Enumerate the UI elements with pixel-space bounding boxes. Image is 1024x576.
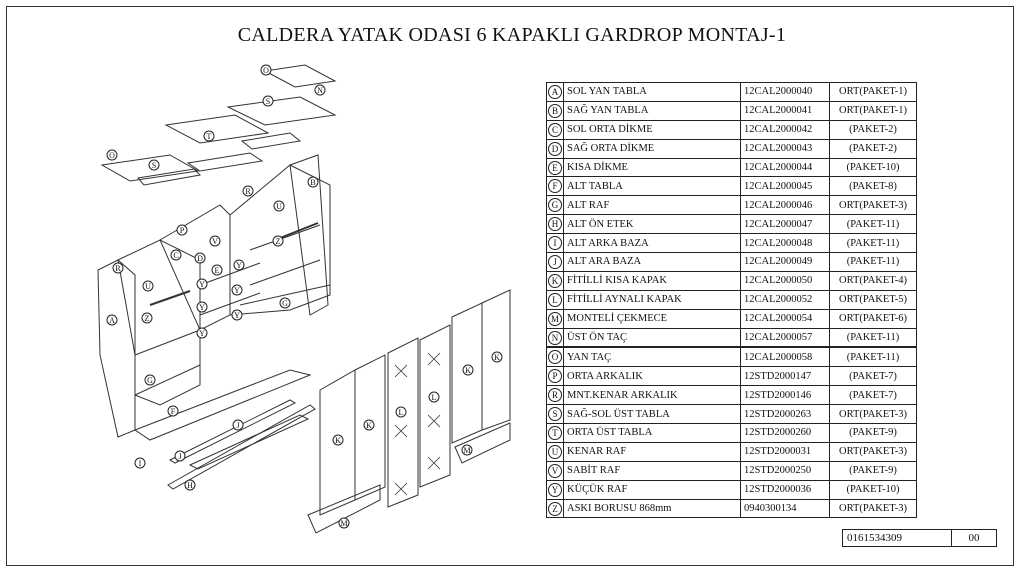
part-package: (PAKET-11) (846, 218, 900, 230)
part-code: 12CAL2000058 (744, 351, 813, 363)
label-L2 (429, 392, 439, 402)
label-Z2 (142, 313, 152, 323)
label-S2 (149, 160, 159, 170)
part-code: 12STD2000263 (744, 408, 812, 420)
part-name: SAĞ-SOL ÜST TABLA (567, 408, 670, 420)
part-key: F (548, 179, 562, 193)
part-package: (PAKET-7) (849, 389, 897, 401)
svg-text:T: T (206, 132, 212, 141)
label-T (204, 131, 214, 141)
part-package: (PAKET-11) (846, 351, 900, 363)
label-K1 (333, 435, 343, 445)
parts-row (547, 177, 917, 196)
part-code: 12CAL2000046 (744, 199, 813, 211)
parts-row (547, 461, 917, 480)
doors (308, 290, 510, 533)
part-key: O (548, 350, 562, 364)
part-name: ALT ARA BAZA (567, 256, 642, 268)
parts-row (547, 424, 917, 443)
part-name: ALT ÖN ETEK (567, 218, 634, 230)
part-code: 12CAL2000044 (744, 162, 813, 173)
part-key: I (548, 236, 562, 250)
label-A (107, 315, 117, 325)
part-package: (PAKET-9) (849, 465, 897, 477)
label-U2 (143, 281, 153, 291)
part-package: (PAKET-11) (846, 256, 900, 268)
label-I (135, 458, 145, 468)
label-Z1 (273, 236, 283, 246)
parts-row (547, 405, 917, 424)
document-number: 0161534309 (843, 530, 952, 547)
part-key: T (548, 426, 562, 440)
label-Y5 (232, 310, 242, 320)
svg-text:O: O (109, 151, 115, 160)
label-C (171, 250, 181, 260)
label-Y6 (197, 328, 207, 338)
part-package: ORT(PAKET-4) (838, 275, 907, 287)
part-package: (PAKET-11) (846, 237, 900, 249)
label-J1 (233, 420, 243, 430)
part-name: ORTA ARKALIK (567, 370, 643, 382)
label-D (195, 253, 205, 263)
parts-row (547, 386, 917, 405)
label-G1 (145, 375, 155, 385)
svg-text:Y: Y (236, 261, 242, 270)
parts-row (547, 499, 917, 518)
parts-row (547, 120, 917, 139)
part-code: 0940300134 (744, 503, 797, 515)
label-O1 (261, 65, 271, 75)
label-U1 (274, 201, 284, 211)
part-name: FİTİLLİ AYNALI KAPAK (567, 294, 682, 306)
svg-text:R: R (115, 264, 121, 273)
svg-text:L: L (398, 408, 404, 417)
svg-text:D: D (197, 254, 203, 263)
part-key: D (548, 142, 562, 156)
label-K4 (492, 352, 502, 362)
parts-row (547, 158, 917, 177)
part-package: (PAKET-2) (849, 143, 897, 155)
part-key: P (548, 369, 562, 383)
part-package: ORT(PAKET-5) (838, 294, 907, 306)
svg-text:O: O (263, 66, 269, 75)
parts-row (547, 215, 917, 234)
part-package: (PAKET-10) (846, 484, 900, 496)
part-code: 12CAL2000050 (744, 275, 813, 287)
part-key: A (548, 85, 562, 99)
part-name: ALT ARKA BAZA (567, 237, 649, 249)
svg-text:U: U (145, 282, 151, 291)
part-key: J (548, 255, 562, 269)
parts-row (547, 347, 917, 366)
parts-row (547, 480, 917, 499)
part-package: (PAKET-9) (849, 427, 897, 439)
label-Y4 (197, 302, 207, 312)
part-key: S (548, 407, 562, 421)
part-package: (PAKET-7) (849, 370, 897, 382)
label-M1 (462, 445, 472, 455)
part-code: 12CAL2000048 (744, 237, 813, 249)
part-key: Z (548, 502, 562, 516)
part-name: KISA DİKME (567, 162, 628, 173)
top-panels (102, 65, 335, 185)
parts-row (547, 367, 917, 386)
part-key: Y (548, 483, 562, 497)
parts-row (547, 271, 917, 290)
svg-text:Y: Y (234, 311, 240, 320)
part-package: ORT(PAKET-1) (838, 86, 907, 98)
part-package: (PAKET-8) (849, 180, 897, 192)
part-code: 12CAL2000057 (744, 332, 813, 344)
part-package: ORT(PAKET-3) (838, 408, 907, 420)
label-P (177, 225, 187, 235)
label-G2 (280, 298, 290, 308)
part-key: K (548, 274, 562, 288)
part-name: SOL ORTA DİKME (567, 124, 653, 136)
parts-row (547, 139, 917, 158)
part-code: 12CAL2000052 (744, 294, 813, 306)
svg-text:H: H (187, 481, 193, 490)
svg-text:N: N (317, 86, 323, 95)
svg-text:G: G (282, 299, 288, 308)
parts-row (547, 253, 917, 272)
part-code: 12CAL2000042 (744, 124, 813, 136)
part-package: ORT(PAKET-6) (838, 313, 907, 325)
part-key: B (548, 104, 562, 118)
part-code: 12CAL2000049 (744, 256, 813, 268)
part-code: 12STD2000260 (744, 427, 812, 439)
svg-text:Z: Z (144, 314, 150, 323)
label-B (308, 177, 318, 187)
part-code: 12CAL2000043 (744, 143, 813, 155)
part-name: ÜST ÖN TAÇ (567, 332, 628, 344)
label-Y3 (232, 285, 242, 295)
part-name: ORTA ÜST TABLA (567, 427, 653, 439)
label-E (212, 265, 222, 275)
parts-row (547, 83, 917, 102)
page-title: CALDERA YATAK ODASI 6 KAPAKLI GARDROP MONTAJ-1 (237, 24, 787, 46)
part-package: ORT(PAKET-1) (838, 105, 907, 117)
parts-row (547, 290, 917, 309)
label-F (168, 406, 178, 416)
svg-text:K: K (465, 366, 471, 375)
part-code: 12STD2000031 (744, 446, 812, 458)
label-Y1 (234, 260, 244, 270)
svg-text:Y: Y (199, 303, 205, 312)
label-S1 (263, 96, 273, 106)
part-key: C (548, 123, 562, 137)
part-key: L (548, 293, 562, 307)
svg-text:Y: Y (199, 329, 205, 338)
label-H (185, 480, 195, 490)
svg-text:K: K (335, 436, 341, 445)
part-labels (107, 65, 502, 528)
svg-text:K: K (494, 353, 500, 362)
label-Y2 (197, 279, 207, 289)
part-key: V (548, 464, 562, 478)
svg-text:Z: Z (275, 237, 281, 246)
part-name: ALT TABLA (567, 180, 623, 192)
label-O2 (107, 150, 117, 160)
part-code: 12CAL2000054 (744, 313, 813, 325)
svg-text:J: J (178, 452, 182, 461)
svg-text:V: V (212, 237, 218, 246)
svg-text:Y: Y (199, 280, 205, 289)
svg-text:G: G (147, 376, 153, 385)
svg-text:J: J (236, 421, 240, 430)
part-package: (PAKET-11) (846, 332, 900, 344)
svg-text:S: S (265, 97, 271, 106)
part-name: ALT RAF (567, 199, 610, 211)
part-name: MNT.KENAR ARKALIK (567, 389, 678, 401)
part-package: ORT(PAKET-3) (838, 446, 907, 458)
svg-text:M: M (463, 446, 471, 455)
label-K2 (364, 420, 374, 430)
svg-text:R: R (245, 187, 251, 196)
part-code: 12STD2000147 (744, 370, 812, 382)
carcass (98, 155, 330, 489)
part-package: ORT(PAKET-3) (838, 503, 907, 515)
svg-text:S: S (151, 161, 157, 170)
label-J2 (175, 451, 185, 461)
label-R2 (113, 263, 123, 273)
svg-text:U: U (276, 202, 282, 211)
part-key: M (548, 312, 562, 326)
label-M2 (339, 518, 349, 528)
parts-row (547, 328, 917, 347)
part-code: 12STD2000036 (744, 484, 812, 496)
svg-text:B: B (310, 178, 316, 187)
part-name: MONTELİ ÇEKMECE (567, 313, 668, 325)
parts-row (547, 234, 917, 253)
parts-row (547, 442, 917, 461)
part-name: FİTİLLİ KISA KAPAK (567, 275, 667, 287)
part-name: SAĞ YAN TABLA (567, 105, 649, 117)
parts-table (546, 82, 917, 518)
part-name: SABİT RAF (567, 465, 621, 477)
part-code: 12CAL2000047 (744, 218, 813, 230)
part-code: 12STD2000146 (744, 389, 812, 401)
part-name: YAN TAÇ (567, 351, 612, 363)
svg-text:M: M (340, 519, 348, 528)
label-N (315, 85, 325, 95)
label-V (210, 236, 220, 246)
part-key: H (548, 217, 562, 231)
svg-text:F: F (170, 407, 176, 416)
part-name: KENAR RAF (567, 446, 627, 458)
parts-row (547, 309, 917, 328)
part-key: R (548, 388, 562, 402)
part-package: (PAKET-2) (849, 124, 897, 136)
part-name: ASKI BORUSU 868mm (567, 503, 672, 515)
part-code: 12CAL2000041 (744, 105, 813, 117)
svg-text:L: L (431, 393, 437, 402)
parts-row (547, 101, 917, 120)
part-key: N (548, 331, 562, 345)
part-key: U (548, 445, 562, 459)
part-code: 12STD2000250 (744, 465, 812, 477)
part-code: 12CAL2000045 (744, 180, 813, 192)
assembly-drawing (90, 55, 520, 545)
svg-text:A: A (109, 316, 115, 325)
label-L1 (396, 407, 406, 417)
part-key: G (548, 198, 562, 212)
svg-text:K: K (366, 421, 372, 430)
revision-number: 00 (952, 530, 997, 547)
document-number-box (842, 529, 997, 547)
label-K3 (463, 365, 473, 375)
part-package: (PAKET-10) (846, 162, 900, 173)
part-key: E (548, 161, 562, 175)
label-R1 (243, 186, 253, 196)
svg-text:C: C (173, 251, 179, 260)
part-package: ORT(PAKET-3) (838, 199, 907, 211)
part-name: SAĞ ORTA DİKME (567, 143, 655, 155)
parts-row (547, 196, 917, 215)
svg-text:Y: Y (234, 286, 240, 295)
part-name: SOL YAN TABLA (567, 86, 647, 98)
svg-text:P: P (179, 226, 185, 235)
part-name: KÜÇÜK RAF (567, 484, 628, 496)
svg-text:E: E (214, 266, 220, 275)
part-code: 12CAL2000040 (744, 86, 813, 98)
svg-text:I: I (138, 459, 142, 468)
